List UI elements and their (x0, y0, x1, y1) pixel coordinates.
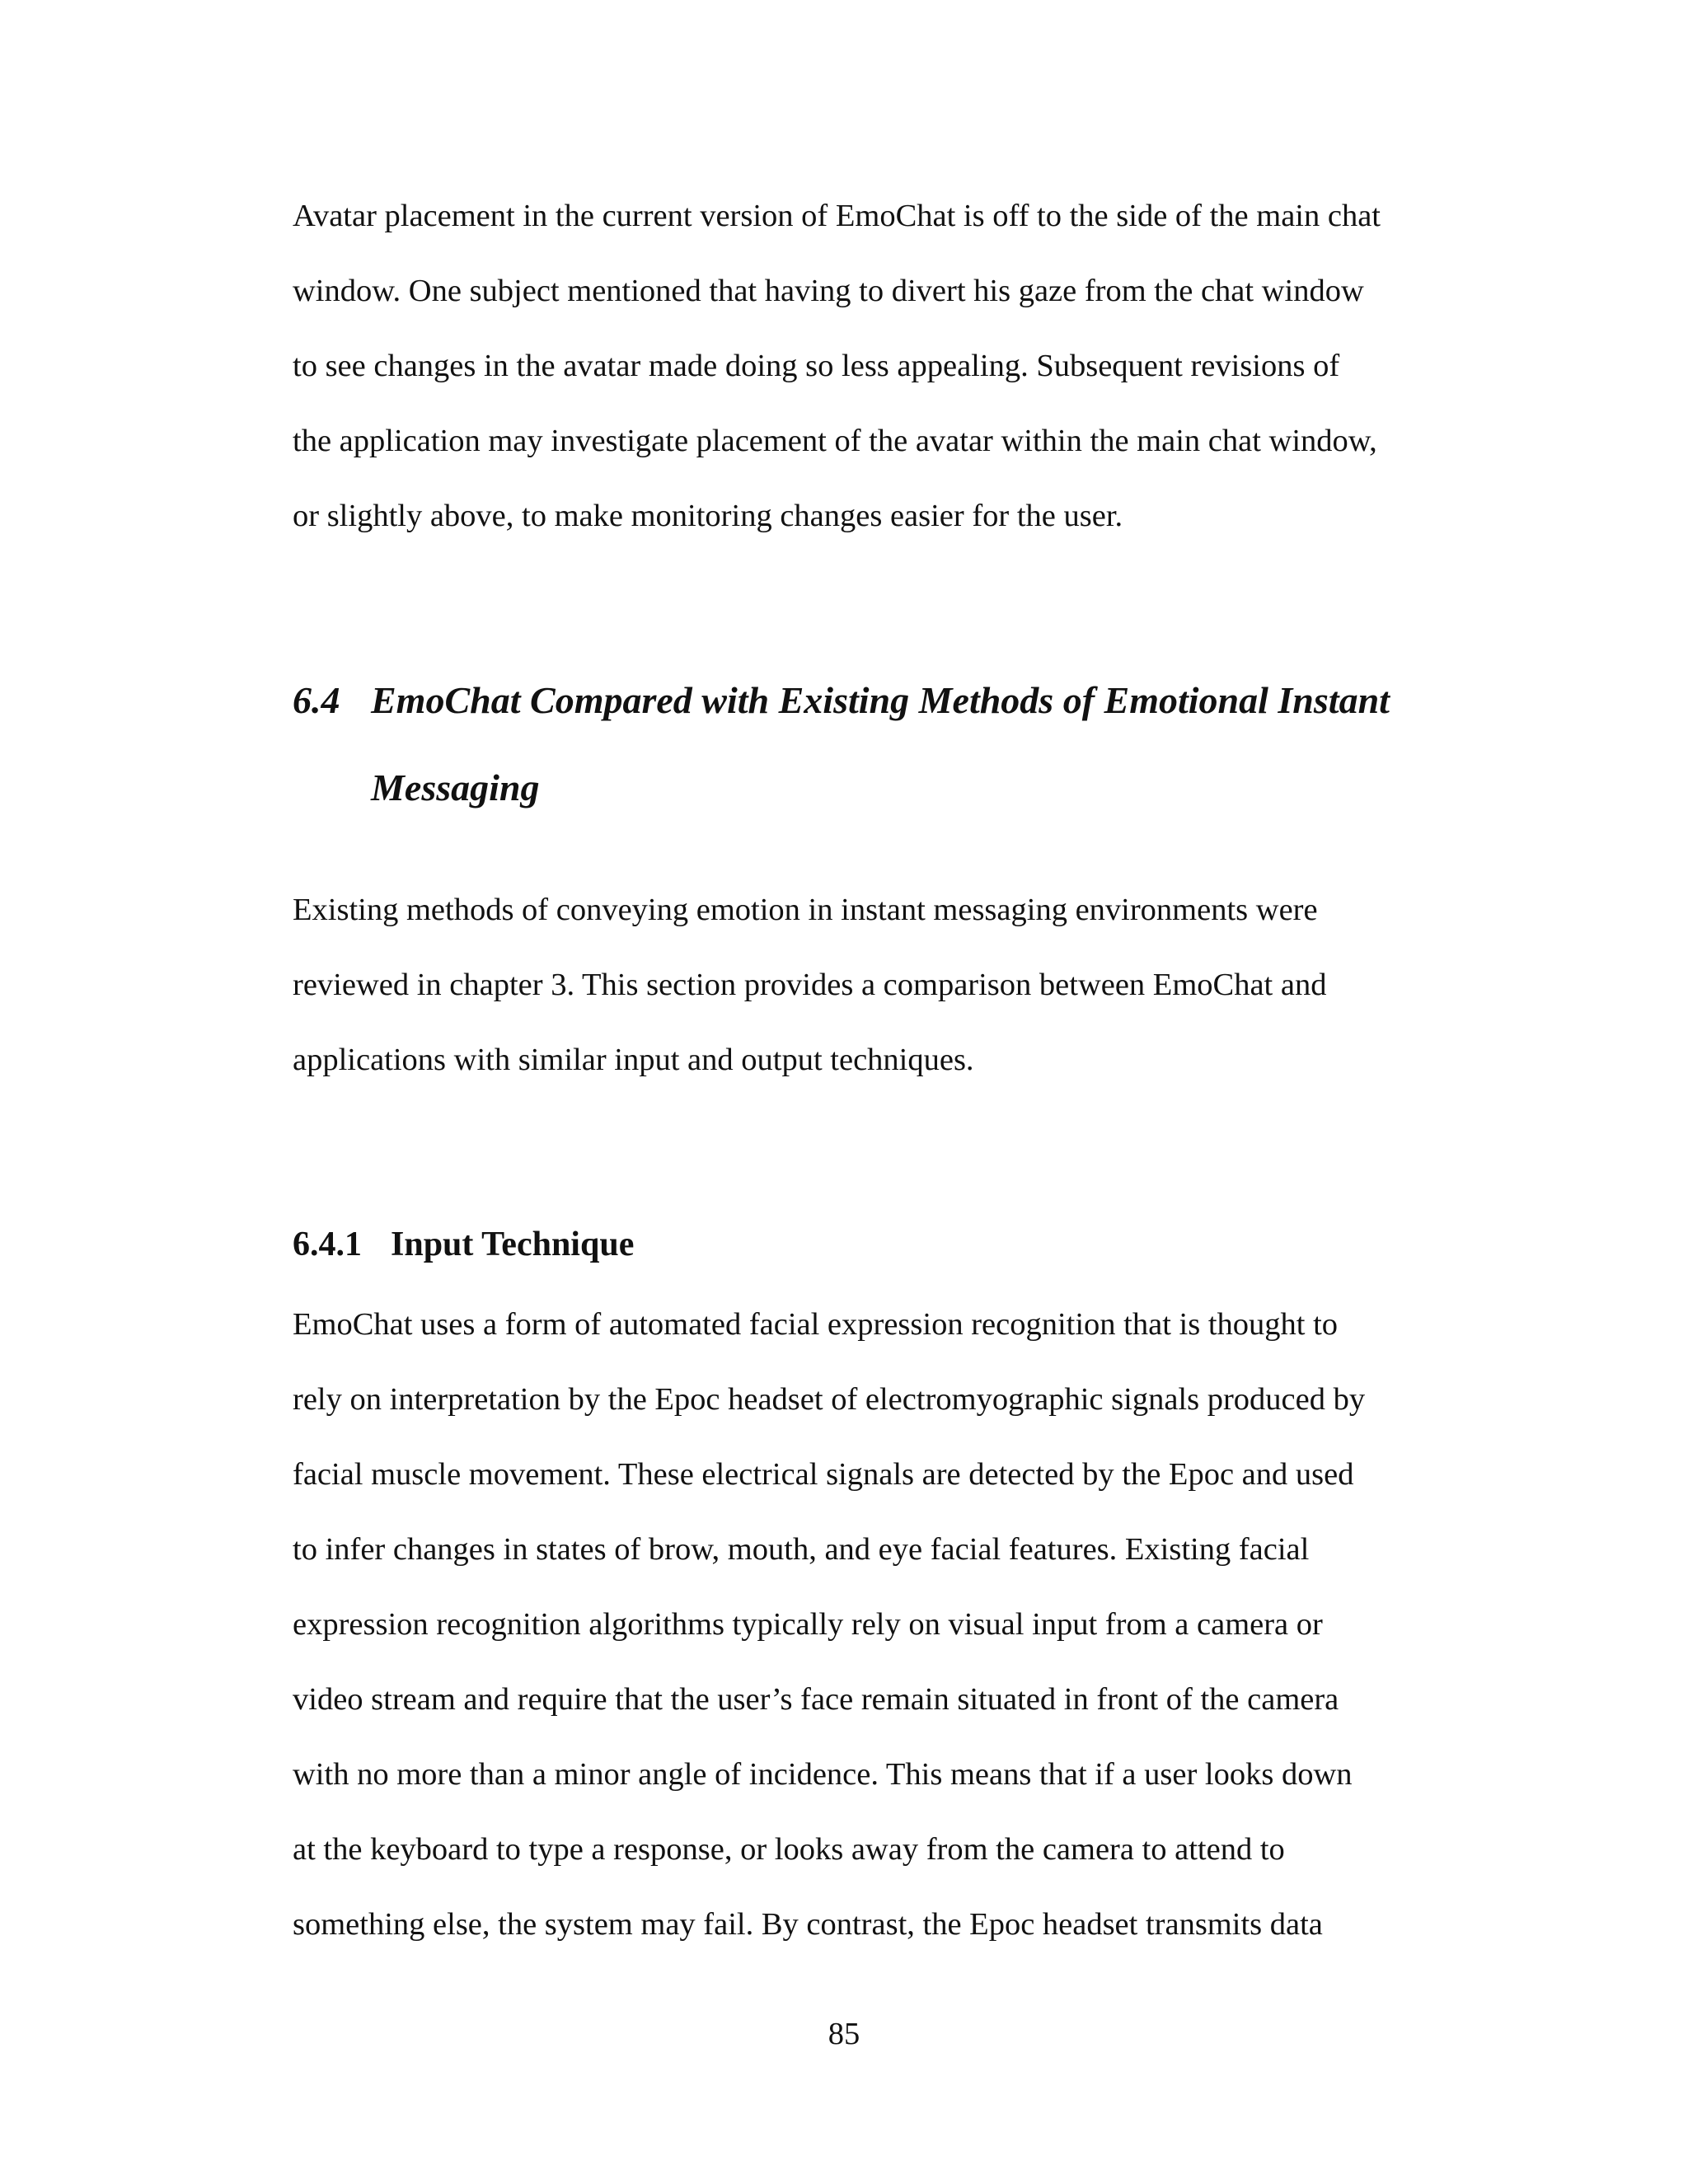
text-line: Existing methods of conveying emotion in instant messaging environments were (293, 893, 1318, 927)
page-number: 85 (828, 2017, 860, 2051)
text-line: applications with similar input and output techniques. (293, 1043, 974, 1077)
subsection-number: 6.4.1 (293, 1226, 362, 1263)
section-title-line: Messaging (371, 766, 540, 808)
text-line: to see changes in the avatar made doing so less appealing. Subsequent revisions of (293, 349, 1340, 383)
text-line: the application may investigate placement of the avatar within the main chat window, (293, 424, 1377, 458)
text-line: to infer changes in states of brow, mouth, and eye facial features. Existing facial (293, 1532, 1310, 1567)
text-line: something else, the system may fail. By contrast, the Epoc headset transmits data (293, 1907, 1323, 1942)
section-number: 6.4 (293, 679, 340, 721)
text-line: expression recognition algorithms typically rely on visual input from a camera or (293, 1607, 1323, 1642)
text-line: video stream and require that the user’s face remain situated in front of the camera (293, 1682, 1339, 1717)
text-line: with no more than a minor angle of incidence. This means that if a user looks down (293, 1757, 1353, 1792)
text-line: facial muscle movement. These electrical signals are detected by the Epoc and used (293, 1457, 1354, 1492)
text-line: window. One subject mentioned that having to divert his gaze from the chat window (293, 274, 1364, 308)
text-line: Avatar placement in the current version of EmoChat is off to the side of the main chat (293, 199, 1381, 233)
text-line: rely on interpretation by the Epoc headset of electromyographic signals produced by (293, 1382, 1366, 1417)
text-line: or slightly above, to make monitoring changes easier for the user. (293, 499, 1123, 533)
text-line: at the keyboard to type a response, or looks away from the camera to attend to (293, 1832, 1285, 1867)
text-line: EmoChat uses a form of automated facial expression recognition that is thought to (293, 1307, 1339, 1342)
section-title-line: EmoChat Compared with Existing Methods of Emotional Instant (371, 679, 1390, 721)
text-line: reviewed in chapter 3. This section provides a comparison between EmoChat and (293, 968, 1327, 1002)
subsection-title: Input Technique (391, 1226, 635, 1263)
